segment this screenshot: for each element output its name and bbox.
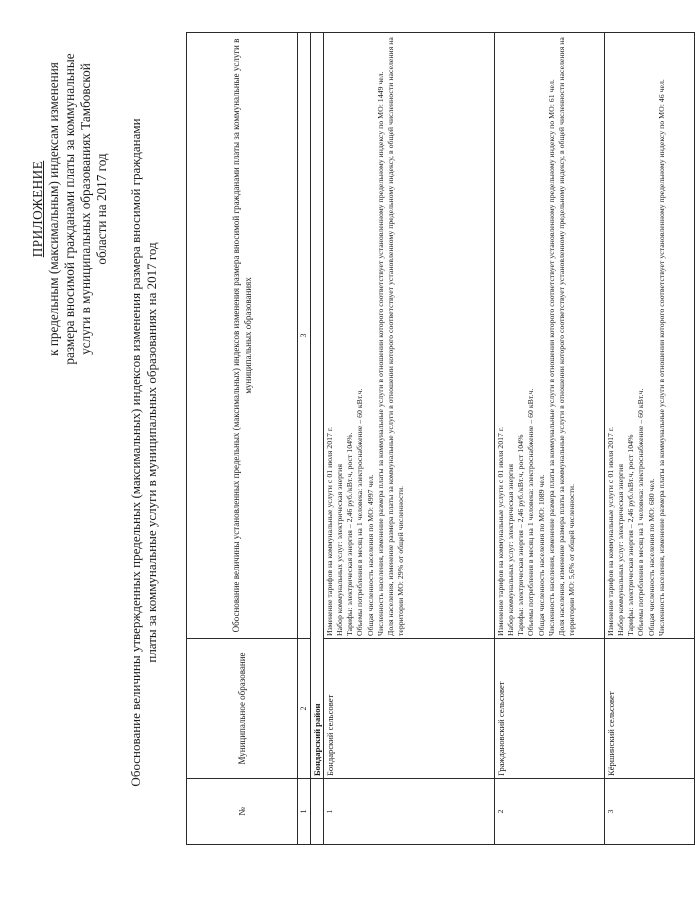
row-number: 2 xyxy=(495,779,605,845)
justification-line: Тарифы: электрическая энергия – 2,46 руб./кВт.ч, рост 104%. xyxy=(345,432,355,636)
justification-line: Изменение тарифов на коммунальные услуги с 01 июля 2017 г. xyxy=(606,426,616,636)
justification-line: Изменение тарифов на коммунальные услуги с 01 июля 2017 г. xyxy=(325,426,335,636)
row-number: 1 xyxy=(324,779,495,845)
table-row xyxy=(605,33,695,845)
document-title xyxy=(128,16,160,889)
justification-line: Численность населения, изменение размера платы за коммунальные услуги в отношении которого соответствует установленному предельному индексу по МО: 46 чел. xyxy=(656,79,666,636)
justification-line: Доля населения, изменение размера платы за коммунальные услуги в отношении которого соответствует установленному предельному индексу, в общей численности населения на территории МО: 29% от общей численности. xyxy=(385,37,405,636)
justification-line: Объемы потребления в месяц на 1 человека: электроснабжение – 60 кВт.ч. xyxy=(355,388,365,636)
justification-line: Доля населения, изменение размера платы за коммунальные услуги в отношении которого соответствует установленному предельному индексу, в общей численности населения на территории МО: 5,6% от общей численности. xyxy=(556,37,576,636)
column-number-row xyxy=(298,33,311,845)
justification-line: Объемы потребления в месяц на 1 человека: электроснабжение – 60 кВт.ч. xyxy=(636,388,646,636)
title-line: платы за коммунальные услуги в муниципальных образованиях на 2017 год xyxy=(144,242,159,663)
row-number: 3 xyxy=(605,779,695,845)
municipality-name: Граждановский сельсовет xyxy=(495,639,605,779)
justification-line: Общая численность населения по МО: 1089 чел. xyxy=(536,474,546,636)
table-header-row xyxy=(187,33,298,845)
column-number: 2 xyxy=(298,639,311,779)
rotated-page xyxy=(16,16,666,889)
justification-cell xyxy=(495,33,605,639)
appendix-line: услуги в муниципальных образованиях Тамбовской xyxy=(78,63,93,355)
justification-line: Объемы потребления в месяц на 1 человека: электроснабжение – 60 кВт.ч. xyxy=(526,388,536,636)
justification-line: Изменение тарифов на коммунальные услуги с 01 июля 2017 г. xyxy=(496,426,506,636)
district-row xyxy=(311,33,324,845)
district-name: Бондарский район xyxy=(311,33,324,779)
justification-line: Набор коммунальных услуг: электрическая энергия xyxy=(506,464,516,636)
justification-line: Численность населения, изменение размера платы за коммунальные услуги в отношении которого соответствует установленному предельному индексу по МО: 61 чел. xyxy=(546,79,556,636)
justification-table xyxy=(186,32,695,845)
appendix-line: к предельным (максимальным) индексам изменения xyxy=(46,62,61,356)
justification-cell xyxy=(324,33,495,639)
justification-line: Тарифы: электрическая энергия – 2,46 руб./кВт.ч, рост 104% xyxy=(516,434,526,636)
appendix-line: размера вносимой гражданами платы за коммунальные xyxy=(62,53,77,365)
appendix-line: области на 2017 год xyxy=(94,153,109,265)
justification-line: Общая численность населения по МО: 680 чел. xyxy=(646,478,656,636)
column-number: 3 xyxy=(298,33,311,639)
appendix-block xyxy=(30,29,110,389)
justification-line: Набор коммунальных услуг: электрическая энергия xyxy=(335,464,345,636)
justification-line: Численность населения, изменение размера платы за коммунальные услуги в отношении которого соответствует установленному предельному индексу по МО: 1449 чел. xyxy=(375,71,385,636)
municipality-name: Бондарский сельсовет xyxy=(324,639,495,779)
appendix-heading: ПРИЛОЖЕНИЕ xyxy=(30,160,45,258)
title-line: Обоснование величины утвержденных предельных (максимальных) индексов изменения размера вносимой гражданами xyxy=(128,118,143,787)
table-row xyxy=(324,33,495,845)
district-empty-cell xyxy=(311,779,324,845)
header-municipality: Муниципальное образование xyxy=(187,639,298,779)
table-row xyxy=(495,33,605,845)
justification-cell xyxy=(605,33,695,639)
municipality-name: Кёршинский сельсовет xyxy=(605,639,695,779)
justification-line: Набор коммунальных услуг: электрическая энергия xyxy=(616,464,626,636)
justification-line: Тарифы: электрическая энергия – 2,46 руб./кВт.ч, рост 104% xyxy=(626,434,636,636)
column-number: 1 xyxy=(298,779,311,845)
header-num: № xyxy=(187,779,298,845)
justification-line: Общая численность населения по МО: 4997 чел. xyxy=(365,474,375,636)
header-justification: Обоснование величины установленных предельных (максимальных) индексов изменения размера вносимой гражданами платы за коммунальные услуги в муниципальных образованиях xyxy=(187,33,298,639)
